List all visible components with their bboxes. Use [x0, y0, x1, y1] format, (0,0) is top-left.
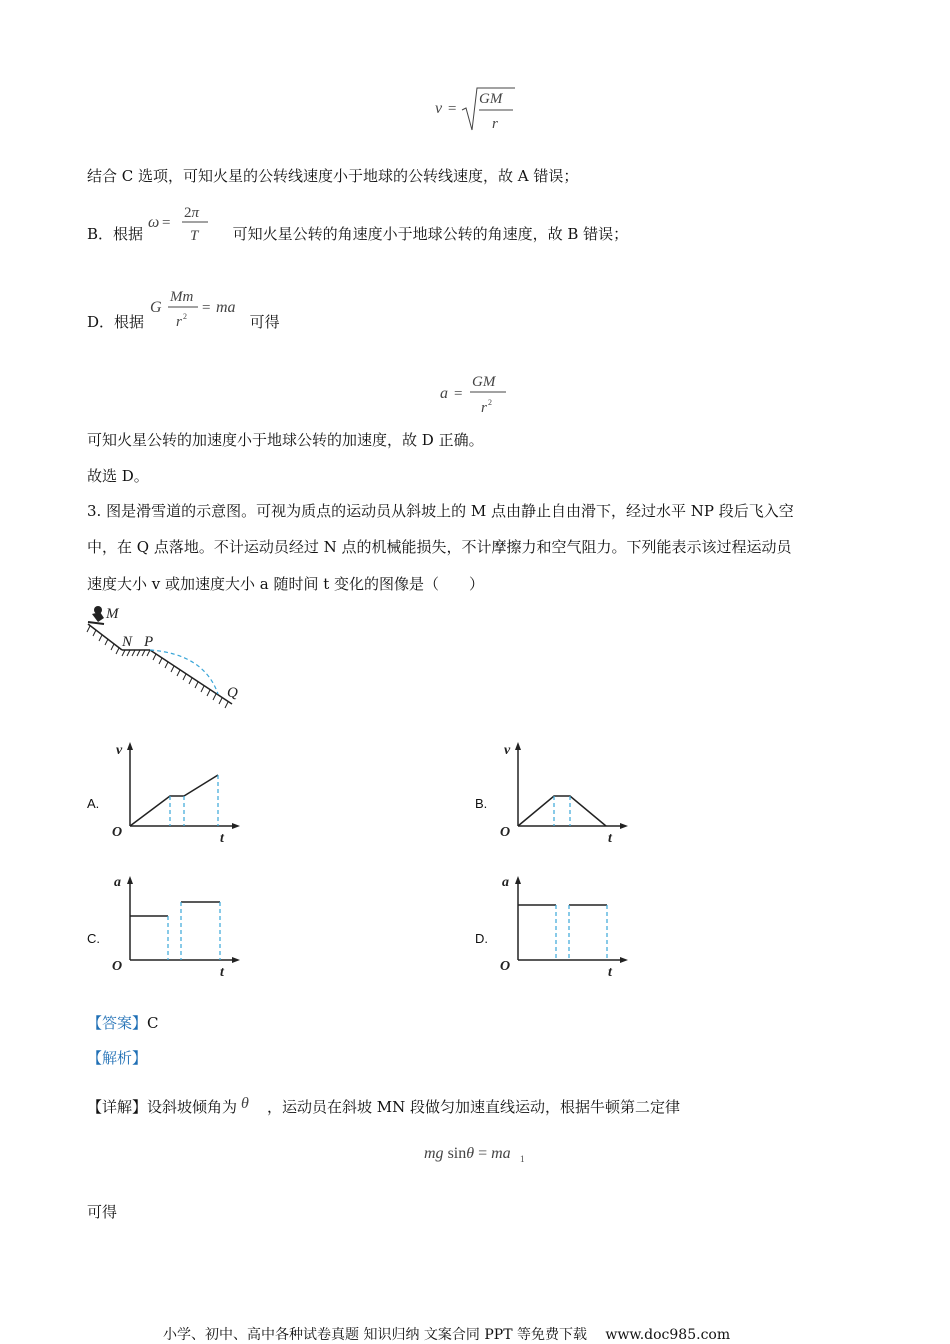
- svg-text:ω: ω: [148, 214, 160, 231]
- svg-text:1: 1: [520, 1154, 525, 1164]
- line-d-suffix: 可得: [249, 313, 280, 331]
- theta-symbol: θ: [241, 1095, 249, 1112]
- line-b-suffix: 可知火星公转的角速度小于地球公转的角速度，故 B 错误；: [232, 225, 629, 243]
- analysis-label: 【解析】: [87, 1049, 148, 1067]
- svg-text:v: v: [435, 100, 443, 117]
- svg-text:GM: GM: [472, 374, 496, 390]
- formula-a: [440, 368, 520, 422]
- svg-text:2: 2: [488, 398, 492, 407]
- formula-v-radical: [435, 84, 525, 136]
- skier-icon: [88, 606, 104, 624]
- question-3-line-3: 速度大小 v 或加速度大小 a 随时间 t 变化的图像是（ ）: [87, 575, 485, 593]
- svg-text:Mm: Mm: [170, 289, 194, 305]
- axis-v-label: v: [116, 743, 123, 758]
- origin-label: O: [112, 825, 123, 840]
- axis-t-label: t: [220, 831, 224, 846]
- svg-text:r: r: [492, 116, 498, 132]
- question-3-line-2: 中，在 Q 点落地。不计运动员经过 N 点的机械能损失，不计摩擦力和空气阻力。下列能表示该过程运动员: [87, 538, 792, 556]
- answer: [87, 1013, 159, 1033]
- ski-slope-diagram: [84, 602, 254, 721]
- formula-newton: [150, 284, 250, 338]
- label-p: P: [144, 634, 154, 650]
- axis-t-label: t: [608, 831, 612, 846]
- svg-text:mg sinθ = ma: mg sinθ = ma: [424, 1145, 511, 1162]
- detail-text-a: 设斜坡倾角为: [147, 1098, 238, 1116]
- origin-label: O: [500, 959, 511, 974]
- axis-v-label: v: [504, 743, 511, 758]
- line-conclusion-a: 结合 C 选项，可知火星的公转线速度小于地球的公转线速度，故 A 错误；: [87, 167, 579, 185]
- option-a-label[interactable]: A.: [87, 796, 100, 811]
- option-d-label[interactable]: D.: [475, 931, 488, 946]
- origin-label: O: [112, 959, 123, 974]
- svg-text:=: =: [454, 386, 463, 402]
- axis-t-label: t: [220, 965, 224, 980]
- svg-text:2π: 2π: [184, 205, 200, 221]
- label-m: M: [106, 606, 119, 622]
- option-c-label[interactable]: C.: [87, 931, 100, 946]
- analysis: [87, 1048, 147, 1068]
- question-3-line-1: 3. 图是滑雪道的示意图。可视为质点的运动员从斜坡上的 M 点由静止自由滑下，经过水平 NP 段后飞入空: [87, 502, 794, 520]
- graph-b[interactable]: [496, 738, 636, 852]
- svg-text:ma: ma: [216, 299, 236, 316]
- line-b-prefix: B．根据: [87, 225, 144, 243]
- formula-mgsin: [424, 1140, 534, 1170]
- svg-text:T: T: [190, 228, 199, 244]
- svg-text:r: r: [176, 314, 182, 330]
- svg-text:=: =: [202, 300, 211, 316]
- line-kede: 可得: [87, 1203, 118, 1221]
- svg-text:2: 2: [183, 312, 187, 321]
- label-q: Q: [227, 685, 238, 701]
- svg-text:G: G: [150, 299, 162, 316]
- formula-v: [435, 84, 525, 136]
- axis-a-label: a: [502, 875, 509, 890]
- detail-text-b: ，运动员在斜坡 MN 段做匀加速直线运动，根据牛顿第二定律: [267, 1098, 681, 1116]
- label-n: N: [122, 634, 133, 650]
- svg-text:r: r: [481, 400, 487, 416]
- svg-text:a: a: [440, 385, 448, 402]
- graph-d[interactable]: [496, 872, 636, 986]
- line-conclusion-d: 可知火星公转的加速度小于地球公转的加速度，故 D 正确。: [87, 431, 484, 449]
- svg-text:=: =: [162, 215, 171, 231]
- line-d-prefix: D．根据: [87, 313, 145, 331]
- detail-label: 【详解】: [87, 1098, 148, 1116]
- axis-t-label: t: [608, 965, 612, 980]
- line-choose-d: 故选 D。: [87, 467, 149, 485]
- graph-a[interactable]: [108, 738, 248, 852]
- answer-label: 【答案】: [87, 1014, 148, 1032]
- formula-omega: [148, 200, 218, 250]
- footer: 小学、初中、高中各种试卷真题 知识归纳 文案合同 PPT 等免费下载 www.doc985.com: [163, 1327, 731, 1343]
- origin-label: O: [500, 825, 511, 840]
- axis-a-label: a: [114, 875, 121, 890]
- graph-c[interactable]: [108, 872, 248, 986]
- svg-text:=: =: [447, 101, 458, 117]
- svg-text:GM: GM: [479, 91, 503, 107]
- option-b-label[interactable]: B.: [475, 796, 488, 811]
- detail: [87, 1097, 680, 1117]
- answer-value: C: [147, 1014, 159, 1032]
